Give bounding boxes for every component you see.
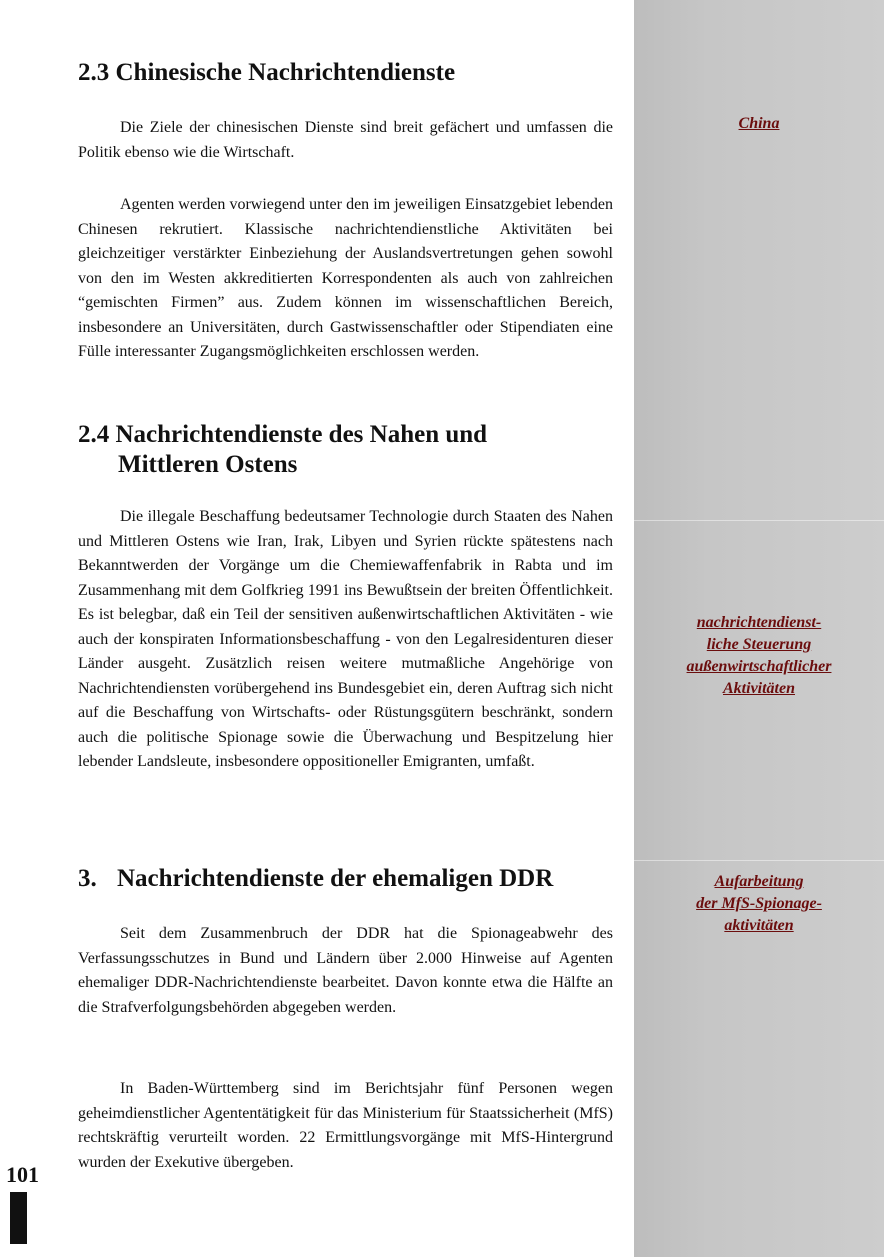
heading-line: Mittleren Ostens (118, 451, 298, 478)
margin-note-line: Aufarbeitung (714, 873, 804, 890)
page-marker-bar (10, 1192, 27, 1244)
margin-note-line: liche Steuerung (706, 636, 812, 653)
margin-note-line: außenwirtschaftlicher (686, 658, 832, 675)
margin-note-line: Aktivitäten (723, 680, 795, 697)
margin-note-aufarbeitung (634, 871, 884, 937)
sidebar-fold-line (634, 520, 884, 521)
margin-note-china (634, 113, 884, 135)
paragraph: Die Ziele der chinesischen Dienste sind breit gefächert und umfassen die Politik ebenso wie die Wirtschaft. (78, 119, 613, 161)
heading-line: 2.4 Nachrichtendienste des Nahen und (78, 421, 488, 448)
sidebar-fold-line (634, 860, 884, 861)
heading-number: 3. (78, 865, 97, 892)
paragraph: Die illegale Beschaffung bedeutsamer Technologie durch Staaten des Nahen und Mittleren Ostens wie Iran, Irak, Libyen und Syrien rückte spätestens nach Bekanntwerden der Vorgänge um die Chemiewaffenfabrik in Rabta und im Zusammenhang mit dem Golfkrieg 1991 ins Bewußtsein der breiten Öffentlichkeit. Es ist belegbar, daß ein Teil der sensitiven außenwirtschaftlichen Aktivitäten - wie auch der konspiraten Informationsbeschaffung - von den Legalresidenturen dieser Länder ausgeht. Zusätzlich reisen weitere mutmaßliche Angehörige von Nachrichtendiensten vorübergehend ins Bundesgebiet ein, deren Auftrag sich nicht auf die Beschaffung von Wirtschafts- oder Rüstungsgütern beschränkt, sondern auch die politische Spionage sowie die Überwachung und Bespitzelung hier lebender Landsleute, insbesondere oppositioneller Emigranten, umfaßt. (78, 508, 613, 770)
page-number: 101 (6, 1162, 39, 1187)
paragraph: Seit dem Zusammenbruch der DDR hat die Spionageabwehr des Verfassungsschutzes in Bund und Ländern über 2.000 Hinweise auf Agenten ehemaliger DDR-Nachrichtendienste bearbeitet. Davon konnte etwa die Hälfte an die Strafverfolgungsbehörden abgegeben werden. (78, 925, 613, 1016)
margin-note-line: der MfS-Spionage- (696, 895, 822, 912)
paragraph: Agenten werden vorwiegend unter den im jeweiligen Einsatzgebiet lebenden Chinesen rekrutiert. Klassische nachrichtendienstliche Aktivitäten bei gleichzeitiger verstärkter Einbeziehung der Auslandsvertretungen gehen sowohl von den im Westen akkreditierten Korrespondenten als auch von zahlreichen “gemischten Firmen” aus. Zudem können im wissenschaftlichen Bereich, insbesondere an Universitäten, durch Gastwissenschaftler oder Stipendiaten eine Fülle interessanter Zugangsmöglichkeiten erschlossen werden. (78, 196, 613, 360)
margin-note-line: nachrichtendienst- (696, 614, 822, 631)
heading-text: Nachrichtendienste der ehemaligen DDR (117, 865, 554, 892)
paragraph: In Baden-Württemberg sind im Berichtsjahr fünf Personen wegen geheimdienstlicher Agententätigkeit für das Ministerium für Staatssicherheit (MfS) rechtskräftig verurteilt worden. 22 Ermittlungsvorgänge mit MfS-Hintergrund wurden der Exekutive übergeben. (78, 1080, 613, 1171)
section-heading-3 (78, 864, 553, 894)
margin-note-steuerung (634, 612, 884, 700)
section-heading-2-3: 2.3 Chinesische Nachrichtendienste (78, 59, 456, 86)
margin-note-line: aktivitäten (724, 917, 794, 934)
margin-note-line: China (738, 115, 780, 132)
section-heading-2-4 (78, 420, 487, 480)
